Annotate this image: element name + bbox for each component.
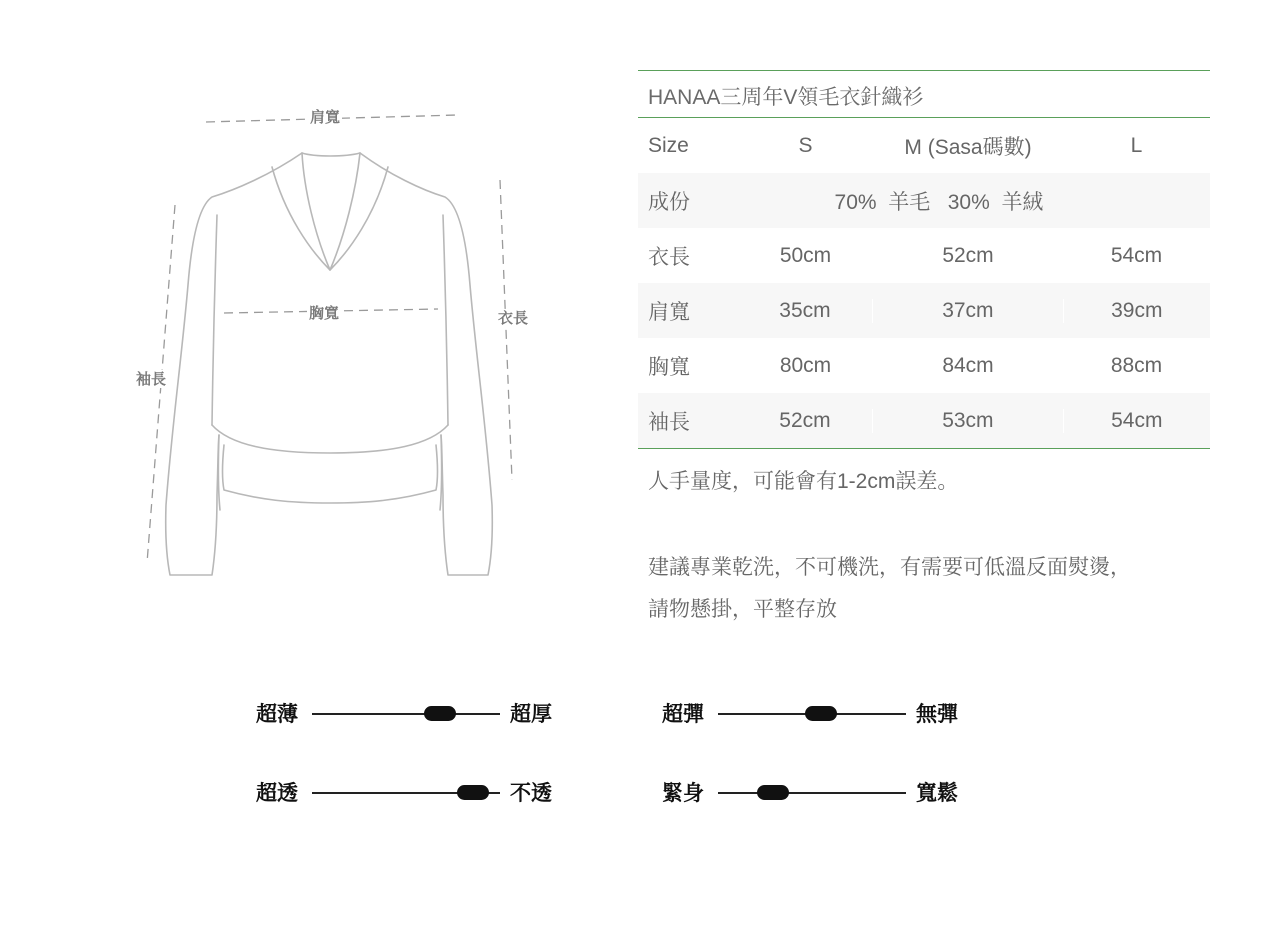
scale-left-label: 緊身 [662,781,704,805]
size-s-value: 52cm [779,408,831,432]
body-length-label: 衣長 [498,309,529,327]
scale-marker [457,785,489,800]
transparency-scale [256,778,566,808]
thickness-scale [256,699,566,729]
scale-line [312,713,500,715]
scale-marker [424,706,456,721]
care-notes [648,462,1208,631]
scale-track [312,699,500,729]
shoulder-width-label: 肩寬 [310,108,341,126]
scale-right-label: 無彈 [916,702,958,726]
measurement-note: 人手量度，可能會有1-2cm誤差。 [648,470,959,493]
sweater-outline-icon [120,95,560,595]
scale-marker [805,706,837,721]
scale-marker [757,785,789,800]
size-s-value: 50cm [779,243,832,267]
size-header-row [638,118,1210,173]
chest-width-label: 胸寬 [309,304,340,322]
size-m-value: 84cm [942,353,994,377]
size-l-value: 88cm [1110,353,1163,377]
scale-track [718,778,906,808]
size-m-value: 52cm [942,243,994,267]
row-label: 肩寬 [648,300,690,324]
composition-row [638,173,1210,228]
size-header-label: Size [648,133,689,157]
size-s-value: 80cm [779,353,832,377]
size-m-value: 37cm [872,299,1062,323]
size-l-value: 54cm [1110,243,1163,267]
size-m-value: 53cm [872,409,1062,433]
scale-right-label: 寬鬆 [916,781,958,805]
size-spec-table [638,70,1210,449]
table-row [638,393,1210,449]
row-label: 胸寬 [648,355,690,379]
measurement-rows [638,228,1210,449]
elasticity-scale [662,699,972,729]
size-m-header: M (Sasa碼數) [904,135,1032,159]
fit-scale [662,778,972,808]
scale-left-label: 超薄 [256,702,298,726]
size-l-value: 54cm [1063,409,1210,433]
size-l-header: L [1130,133,1143,157]
row-label: 衣長 [648,245,690,269]
table-row [638,228,1210,283]
scale-track [312,778,500,808]
care-instructions [648,547,1208,631]
care-line-1: 建議專業乾洗，不可機洗，有需要可低溫反面熨燙， [648,556,1131,579]
scale-line [718,792,906,794]
product-title: HANAA三周年V領毛衣針織衫 [638,70,1210,118]
scale-right-label: 超厚 [510,702,552,726]
garment-diagram [120,95,560,595]
composition-value: 70% 羊毛 30% 羊絨 [834,190,1044,214]
composition-label: 成份 [648,190,690,214]
sleeve-length-label: 袖長 [136,370,167,388]
size-s-header: S [798,133,813,157]
row-label: 袖長 [648,410,690,434]
table-row [638,283,1210,338]
size-l-value: 39cm [1063,299,1210,323]
scale-track [718,699,906,729]
size-s-value: 35cm [779,298,831,322]
scale-right-label: 不透 [510,781,552,805]
scale-left-label: 超透 [256,781,298,805]
care-line-2: 請物懸掛，平整存放 [648,598,837,621]
scale-left-label: 超彈 [662,702,704,726]
table-row [638,338,1210,393]
